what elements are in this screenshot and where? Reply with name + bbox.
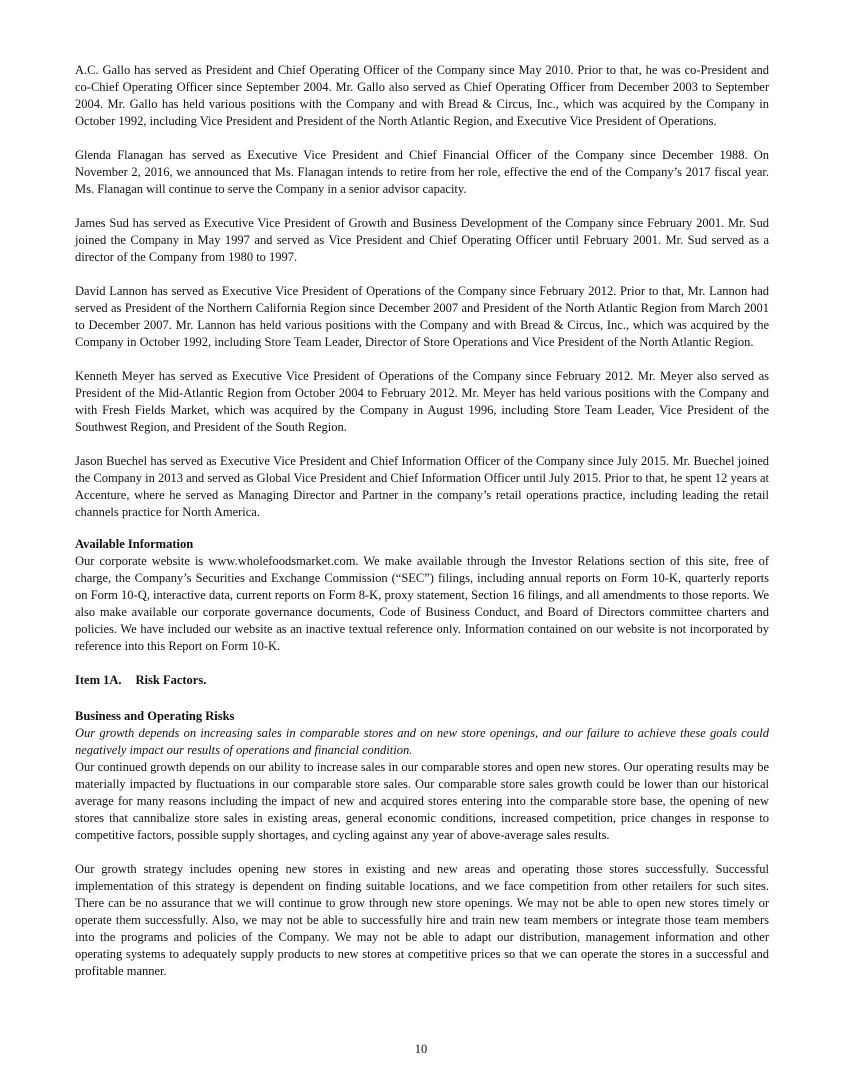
bio-kenneth-meyer: Kenneth Meyer has served as Executive Vice President of Operations of the Company since February 2012. Mr. Meyer also served as President of the Mid-Atlantic Region from October 2004 to February 2012. Mr. Meyer has held various positions with the Company and with Fresh Fields Market, which was acquired by the Company in August 1996, including Store Team Leader, Vice President of the Southwest Region, and President of the South Region. bbox=[75, 369, 769, 434]
available-information-heading: Available Information bbox=[75, 537, 194, 551]
bio-david-lannon: David Lannon has served as Executive Vice President of Operations of the Company since February 2012. Prior to that, Mr. Lannon had served as President of the Northern California Region since December 2007 and President of the North Atlantic Region from March 2001 to December 2007. Mr. Lannon has held various positions with the Company and with Bread & Circus, Inc., which was acquired by the Company in October 1992, including Store Team Leader, Director of Store Operations and Vice President of the North Atlantic Region. bbox=[75, 284, 769, 349]
risk-paragraph: Our growth strategy includes opening new stores in existing and new areas and operating those stores successfully. Successful implementation of this strategy is dependent on finding suitable locations, and we face competition from other retailers for such sites. There can be no assurance that we will continue to grow through new store openings. We may not be able to open new stores timely or operate them successfully. Also, we may not be able to successfully hire and train new team members or integrate those team members into the programs and policies of the Company. We may not be able to adapt our distribution, management information and other operating systems to adequately supply products to new stores at competitive prices so that we can operate the stores in a successful and profitable manner. bbox=[75, 862, 769, 978]
business-risks-heading: Business and Operating Risks bbox=[75, 709, 235, 723]
risk-paragraph: Our continued growth depends on our ability to increase sales in our comparable stores and open new stores. Our operating results may be materially impacted by fluctuations in our comparable store sales. Our comparable store sales growth could be lower than our historical average for many reasons including the impact of new and acquired stores entering into the comparable store base, the opening of new stores that cannibalize store sales in existing areas, general economic conditions, increased competition, price changes in response to competitive factors, possible supply shortages, and cycling against any year of above-average sales results. bbox=[75, 760, 769, 842]
available-information-body: Our corporate website is www.wholefoodsmarket.com. We make available through the Investor Relations section of this site, free of charge, the Company’s Securities and Exchange Commission (“SEC”) filings, including annual reports on Form 10-K, quarterly reports on Form 10-Q, interactive data, current reports on Form 8-K, proxy statement, Section 16 filings, and all amendments to those reports. We also make available our corporate governance documents, Code of Business Conduct, and Board of Directors committee charters and policies. We have included our website as an inactive textual reference only. Information contained on our website is not incorporated by reference into this Report on Form 10-K. bbox=[75, 554, 769, 653]
bio-glenda-flanagan: Glenda Flanagan has served as Executive Vice President and Chief Financial Officer of the Company since December 1988. On November 2, 2016, we announced that Ms. Flanagan intends to retire from her role, effective the end of the Company’s 2017 fiscal year. Ms. Flanagan will continue to serve the Company in a senior advisor capacity. bbox=[75, 148, 769, 196]
document-page bbox=[75, 62, 769, 980]
item-1a-heading bbox=[75, 672, 769, 689]
bio-james-sud: James Sud has served as Executive Vice President of Growth and Business Development of the Company since February 2001. Mr. Sud joined the Company in May 1997 and served as Vice President and Chief Operating Officer until February 2001. Mr. Sud served as a director of the Company from 1980 to 1997. bbox=[75, 216, 769, 264]
item-title: Risk Factors. bbox=[135, 673, 207, 687]
risk-factor-title: Our growth depends on increasing sales in comparable stores and on new store openings, and our failure to achieve these goals could negatively impact our results of operations and financial condition. bbox=[75, 726, 769, 757]
bio-jason-buechel: Jason Buechel has served as Executive Vice President and Chief Information Officer of the Company since July 2015. Mr. Buechel joined the Company in 2013 and served as Global Vice President and Chief Information Officer until July 2015. Prior to that, he spent 12 years at Accenture, where he served as Managing Director and Partner in the company’s retail operations practice, including leading the retail channels practice for North America. bbox=[75, 454, 769, 519]
item-number: Item 1A. bbox=[75, 673, 122, 687]
page-number: 10 bbox=[414, 1042, 428, 1056]
bio-ac-gallo: A.C. Gallo has served as President and Chief Operating Officer of the Company since May 2010. Prior to that, he was co-President and co-Chief Operating Officer since September 2004. Mr. Gallo also served as Chief Operating Officer from December 2003 to September 2004. Mr. Gallo has held various positions with the Company and with Bread & Circus, Inc., which was acquired by the Company in October 1992, including Vice President and President of the North Atlantic Region, and Executive Vice President of Operations. bbox=[75, 63, 769, 128]
